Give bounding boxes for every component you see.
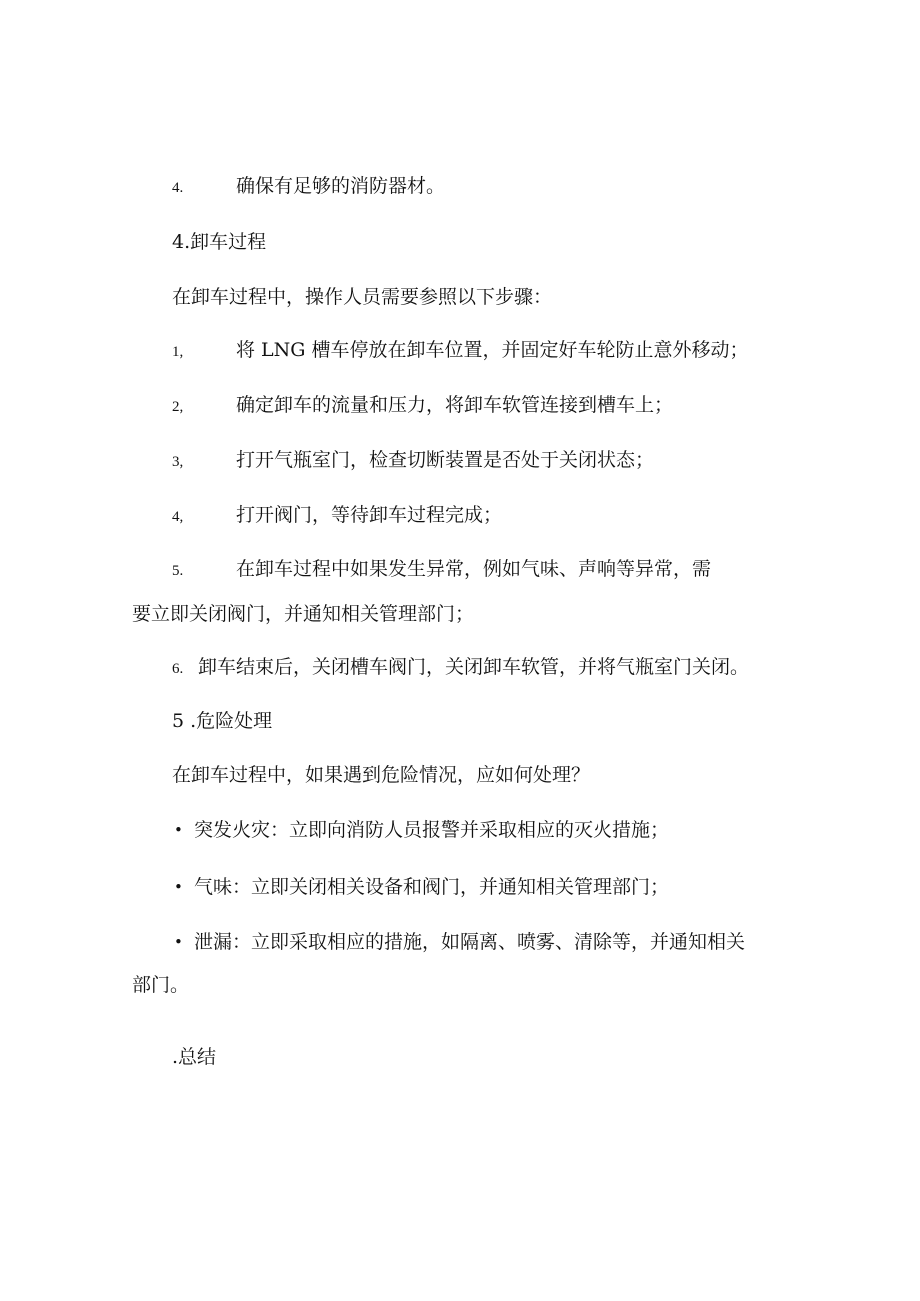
bullet-mark: •: [174, 821, 183, 839]
step-number: 4,: [172, 509, 184, 525]
step-number: 3,: [172, 454, 184, 470]
bullet-text: 泄漏：立即采取相应的措施，如隔离、喷雾、清除等，并通知相关: [194, 931, 746, 953]
step-text-continuation: 要立即关闭阀门，并通知相关管理部门；: [132, 603, 475, 625]
section-intro: 在卸车过程中，操作人员需要参照以下步骤：: [172, 286, 553, 308]
step-text: 打开气瓶室门，检查切断装置是否处于关闭状态；: [236, 449, 655, 471]
step-number: 1,: [172, 344, 184, 360]
step-number: 6.: [172, 661, 184, 677]
section-heading-danger: 5 .危险处理: [172, 710, 273, 732]
bullet-text: 突发火灾：立即向消防人员报警并采取相应的灭火措施；: [194, 819, 670, 841]
step-number: 2,: [172, 399, 184, 415]
list-number: 4.: [172, 180, 184, 196]
step-text: 确定卸车的流量和压力，将卸车软管连接到槽车上；: [236, 394, 674, 416]
step-number: 5.: [172, 563, 184, 579]
step-text: 打开阀门，等待卸车过程完成；: [236, 504, 503, 526]
section-heading-unloading: 4.卸车过程: [172, 231, 267, 253]
bullet-mark: •: [174, 878, 183, 896]
step-text: 在卸车过程中如果发生异常，例如气味、声响等异常，需: [236, 558, 712, 580]
step-text: 将 LNG 槽车停放在卸车位置，并固定好车轮防止意外移动；: [236, 339, 749, 361]
section-heading-summary: .总结: [172, 1046, 217, 1068]
bullet-mark: •: [174, 933, 183, 951]
section-intro: 在卸车过程中，如果遇到危险情况，应如何处理？: [172, 764, 591, 786]
step-text: 卸车结束后，关闭槽车阀门，关闭卸车软管，并将气瓶室门关闭。: [198, 656, 750, 678]
list-item-text: 确保有足够的消防器材。: [236, 175, 446, 197]
bullet-text: 气味：立即关闭相关设备和阀门，并通知相关管理部门；: [194, 876, 670, 898]
bullet-text-continuation: 部门。: [132, 974, 190, 996]
